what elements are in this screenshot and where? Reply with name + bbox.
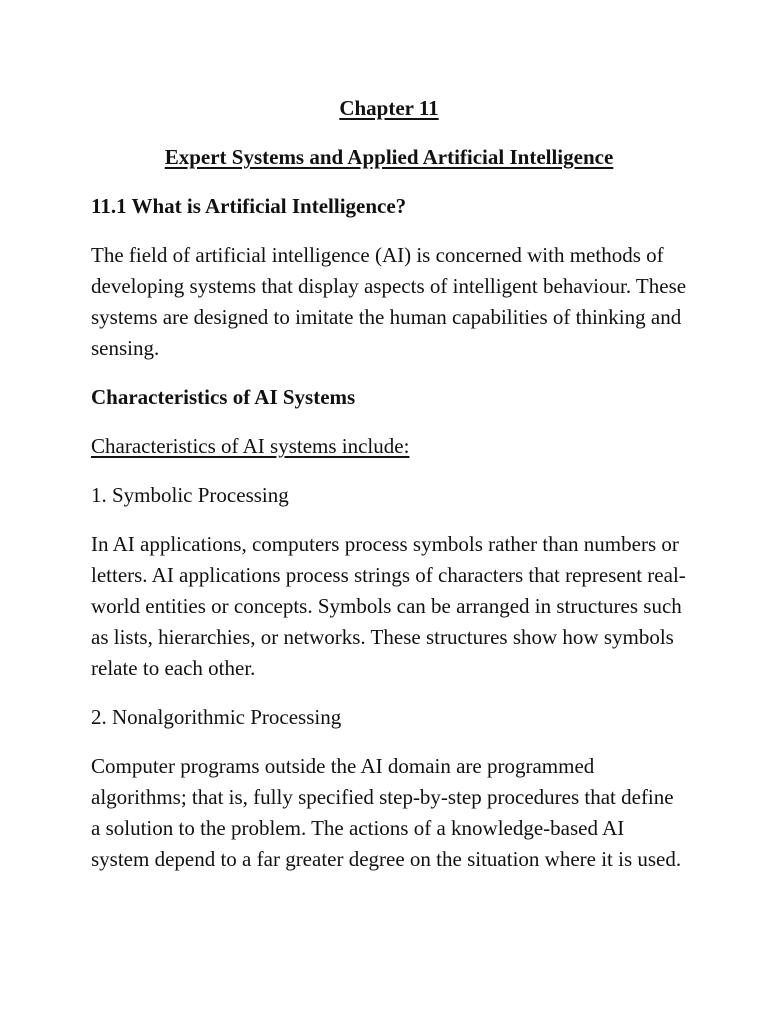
symbolic-processing-paragraph: In AI applications, computers process symbols rather than numbers or letters. AI applications process strings of characters that represent real-world entities or concepts. Symbols can be arranged in structures such as lists, hierarchies, or networks. These structures show how symbols relate to each other.: [91, 532, 686, 680]
characteristics-heading: Characteristics of AI Systems: [91, 385, 356, 409]
section-heading: 11.1 What is Artificial Intelligence?: [91, 194, 407, 218]
document-content: [91, 93, 687, 893]
intro-paragraph: The field of artificial intelligence (AI) is concerned with methods of developing systems that display aspects of intelligent behaviour. These systems are designed to imitate the human capabilities of thinking and sensing.: [91, 243, 687, 360]
symbolic-processing-heading: 1. Symbolic Processing: [91, 483, 289, 507]
nonalgorithmic-processing-heading: 2. Nonalgorithmic Processing: [91, 705, 342, 729]
chapter-title: Expert Systems and Applied Artificial Intelligence: [164, 145, 614, 169]
characteristics-intro: Characteristics of AI systems include:: [91, 434, 410, 458]
chapter-label: Chapter 11: [339, 96, 439, 120]
nonalgorithmic-processing-paragraph: Computer programs outside the AI domain are programmed algorithms; that is, fully specified step-by-step procedures that define a solution to the problem. The actions of a knowledge-based AI system depend to a far greater degree on the situation where it is used.: [91, 754, 682, 871]
